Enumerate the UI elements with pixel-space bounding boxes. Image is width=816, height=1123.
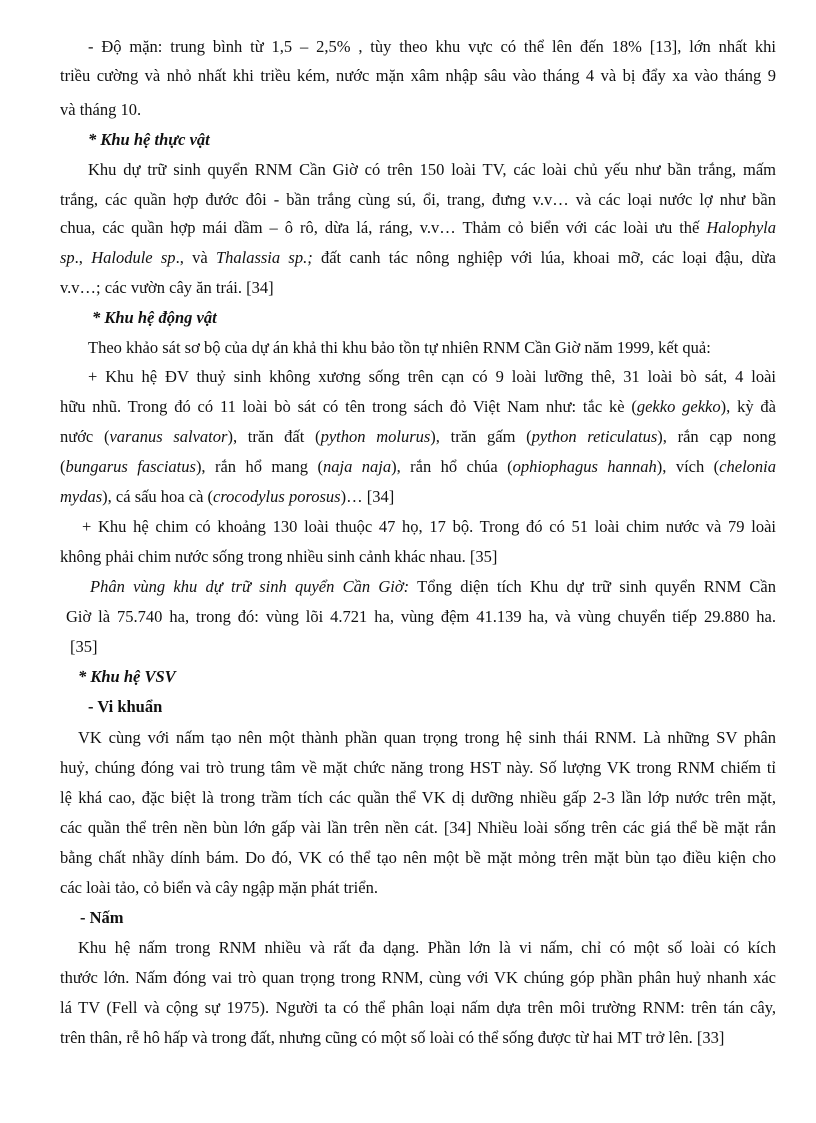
fungi-paragraph-line-4: trên thân, rễ hô hấp và trong đất, nhưng cũng có một số loài có thể sống được từ hai MT trở lên. [33] xyxy=(60,1028,725,1047)
bacteria-paragraph-line-2: huỷ, chúng đóng vai trò trung tâm về mặt chức năng trong HST này. Số lượng VK trong RNM chiếm tỉ xyxy=(60,758,776,777)
species-name: sp xyxy=(60,248,75,267)
bacteria-paragraph-line-5: bằng chất nhầy dính bám. Do đó, VK có thể tạo nên một bề mặt mỏng trên mặt bùn tạo điều kiện cho xyxy=(60,848,776,867)
species-name: python molurus xyxy=(320,427,431,446)
zoning-label: Phân vùng khu dự trữ sinh quyển Cần Giờ: xyxy=(90,577,410,596)
zoning-paragraph-line-3: [35] xyxy=(70,637,98,656)
species-name: mydas xyxy=(60,487,103,506)
species-name: Thalassia sp.; xyxy=(215,248,313,267)
fauna-paragraph-line-2 xyxy=(60,392,776,421)
salinity-paragraph-line-1: - Độ mặn: trung bình từ 1,5 – 2,5% , tùy theo khu vực có thể lên đến 18% [13], lớn nhất khi xyxy=(88,37,776,56)
fauna-paragraph-line-1: + Khu hệ ĐV thuỷ sinh không xương sống trên cạn có 9 loài lưỡng thê, 31 loài bò sát, 4 loài xyxy=(88,367,776,386)
text-run: ), rắn cạp nong xyxy=(657,427,777,446)
salinity-paragraph-line-3: và tháng 10. xyxy=(60,100,142,119)
species-name: varanus salvator xyxy=(109,427,228,446)
bacteria-subheading: - Vi khuẩn xyxy=(88,697,163,716)
species-name: chelonia xyxy=(719,457,776,476)
text-run: nước ( xyxy=(60,427,110,446)
fauna-paragraph-line-3 xyxy=(60,422,776,451)
fungi-subheading: - Nấm xyxy=(80,908,124,927)
bacteria-paragraph-line-1: VK cùng với nấm tạo nên một thành phần quan trọng trong hệ sinh thái RNM. Là những SV phân xyxy=(78,728,776,747)
species-name: gekko gekko xyxy=(636,397,721,416)
flora-heading: * Khu hệ thực vật xyxy=(88,130,210,149)
text-run: )… [34] xyxy=(340,487,395,506)
text-run: ), rắn hổ mang ( xyxy=(195,457,323,476)
flora-paragraph-line-2: trắng, các quần hợp đước đôi - bần trắng cùng sú, ổi, trang, đưng v.v… và các loại nước lợ như bần xyxy=(60,190,776,209)
zoning-paragraph-line-2: Giờ là 75.740 ha, trong đó: vùng lõi 4.721 ha, vùng đệm 41.139 ha, và vùng chuyển tiếp 29.880 ha. xyxy=(66,607,776,626)
fungi-paragraph-line-3: lá TV (Fell và cộng sự 1975). Người ta có thể phân loại nấm dựa trên môi trường RNM: trên tán cây, xyxy=(60,998,776,1017)
salinity-paragraph-line-2: triều cường và nhỏ nhất khi triều kém, nước mặn xâm nhập sâu vào tháng 4 và bị đẩy xa vào tháng 9 xyxy=(60,66,776,85)
text-run: đất canh tác nông nghiệp với lúa, khoai mỡ, các loại đậu, dừa xyxy=(312,248,777,267)
text-run: Tổng diện tích Khu dự trữ sinh quyển RNM Cần xyxy=(409,577,776,596)
text-run: hữu nhũ. Trong đó có 11 loài bò sát có tên trong sách đỏ Việt Nam như: tắc kè ( xyxy=(60,397,637,416)
species-name: ophiophagus hannah xyxy=(512,457,657,476)
birds-paragraph-line-2: không phải chim nước sống trong nhiều sinh cảnh khác nhau. [35] xyxy=(60,547,498,566)
microbe-heading: * Khu hệ VSV xyxy=(78,667,176,686)
bacteria-paragraph-line-3: lệ khá cao, đặc biệt là trong trầm tích các quần thể VK dị dưỡng nhiều gấp 2-3 lần lớp nước trên mặt, xyxy=(60,788,776,807)
species-name: naja naja xyxy=(322,457,392,476)
text-run: chua, các quần hợp mái dầm – ô rô, dừa lá, ráng, v.v… Thảm cỏ biển với các loài ưu thế xyxy=(60,218,700,237)
flora-paragraph-line-1: Khu dự trữ sinh quyển RNM Cần Giờ có trên 150 loài TV, các loài chủ yếu như bần trắng, mấm xyxy=(88,160,776,179)
fauna-intro-line: Theo khảo sát sơ bộ của dự án khả thi khu bảo tồn tự nhiên RNM Cần Giờ năm 1999, kết quả: xyxy=(88,338,711,357)
species-name: Halophyla xyxy=(706,218,777,237)
species-name: python reticulatus xyxy=(531,427,658,446)
flora-paragraph-line-3 xyxy=(60,213,776,242)
birds-paragraph-line-1: + Khu hệ chim có khoảng 130 loài thuộc 47 họ, 17 bộ. Trong đó có 51 loài chim nước và 79 loài xyxy=(82,517,776,536)
fungi-paragraph-line-1: Khu hệ nấm trong RNM nhiều và rất đa dạng. Phần lớn là vi nấm, chỉ có một số loài có kích xyxy=(78,938,776,957)
fauna-heading: * Khu hệ động vật xyxy=(92,308,217,327)
text-run: ( xyxy=(60,457,66,476)
bacteria-paragraph-line-6: các loài tảo, cỏ biển và cây ngập mặn phát triển. xyxy=(60,878,378,897)
flora-paragraph-line-5: v.v…; các vườn cây ăn trái. [34] xyxy=(60,278,274,297)
bacteria-paragraph-line-4: các quần thể trên nền bùn lớn gấp vài lần trên nền cát. [34] Nhiều loài sống trên các giá thể bề mặt rắn xyxy=(60,818,776,837)
flora-paragraph-line-4 xyxy=(60,243,776,272)
text-run: ), trăn đất ( xyxy=(227,427,321,446)
text-run: ., và xyxy=(175,248,216,267)
fungi-paragraph-line-2: thước lớn. Nấm đóng vai trò quan trọng trong RNM, cùng với VK chúng góp phần phân huỷ nhanh xác xyxy=(60,968,776,987)
species-name: crocodylus porosus xyxy=(213,487,341,506)
zoning-paragraph-line-1 xyxy=(90,572,776,601)
fauna-paragraph-line-4 xyxy=(60,452,776,481)
fauna-paragraph-line-5 xyxy=(60,482,394,511)
text-run: ), rắn hổ chúa ( xyxy=(391,457,513,476)
text-run: ., xyxy=(74,248,92,267)
text-run: ), kỳ đà xyxy=(720,397,776,416)
text-run: ), cá sấu hoa cà ( xyxy=(102,487,214,506)
species-name: Halodule sp xyxy=(91,248,176,267)
species-name: bungarus fasciatus xyxy=(65,457,196,476)
text-run: ), vích ( xyxy=(656,457,720,476)
text-run: ), trăn gấm ( xyxy=(430,427,532,446)
